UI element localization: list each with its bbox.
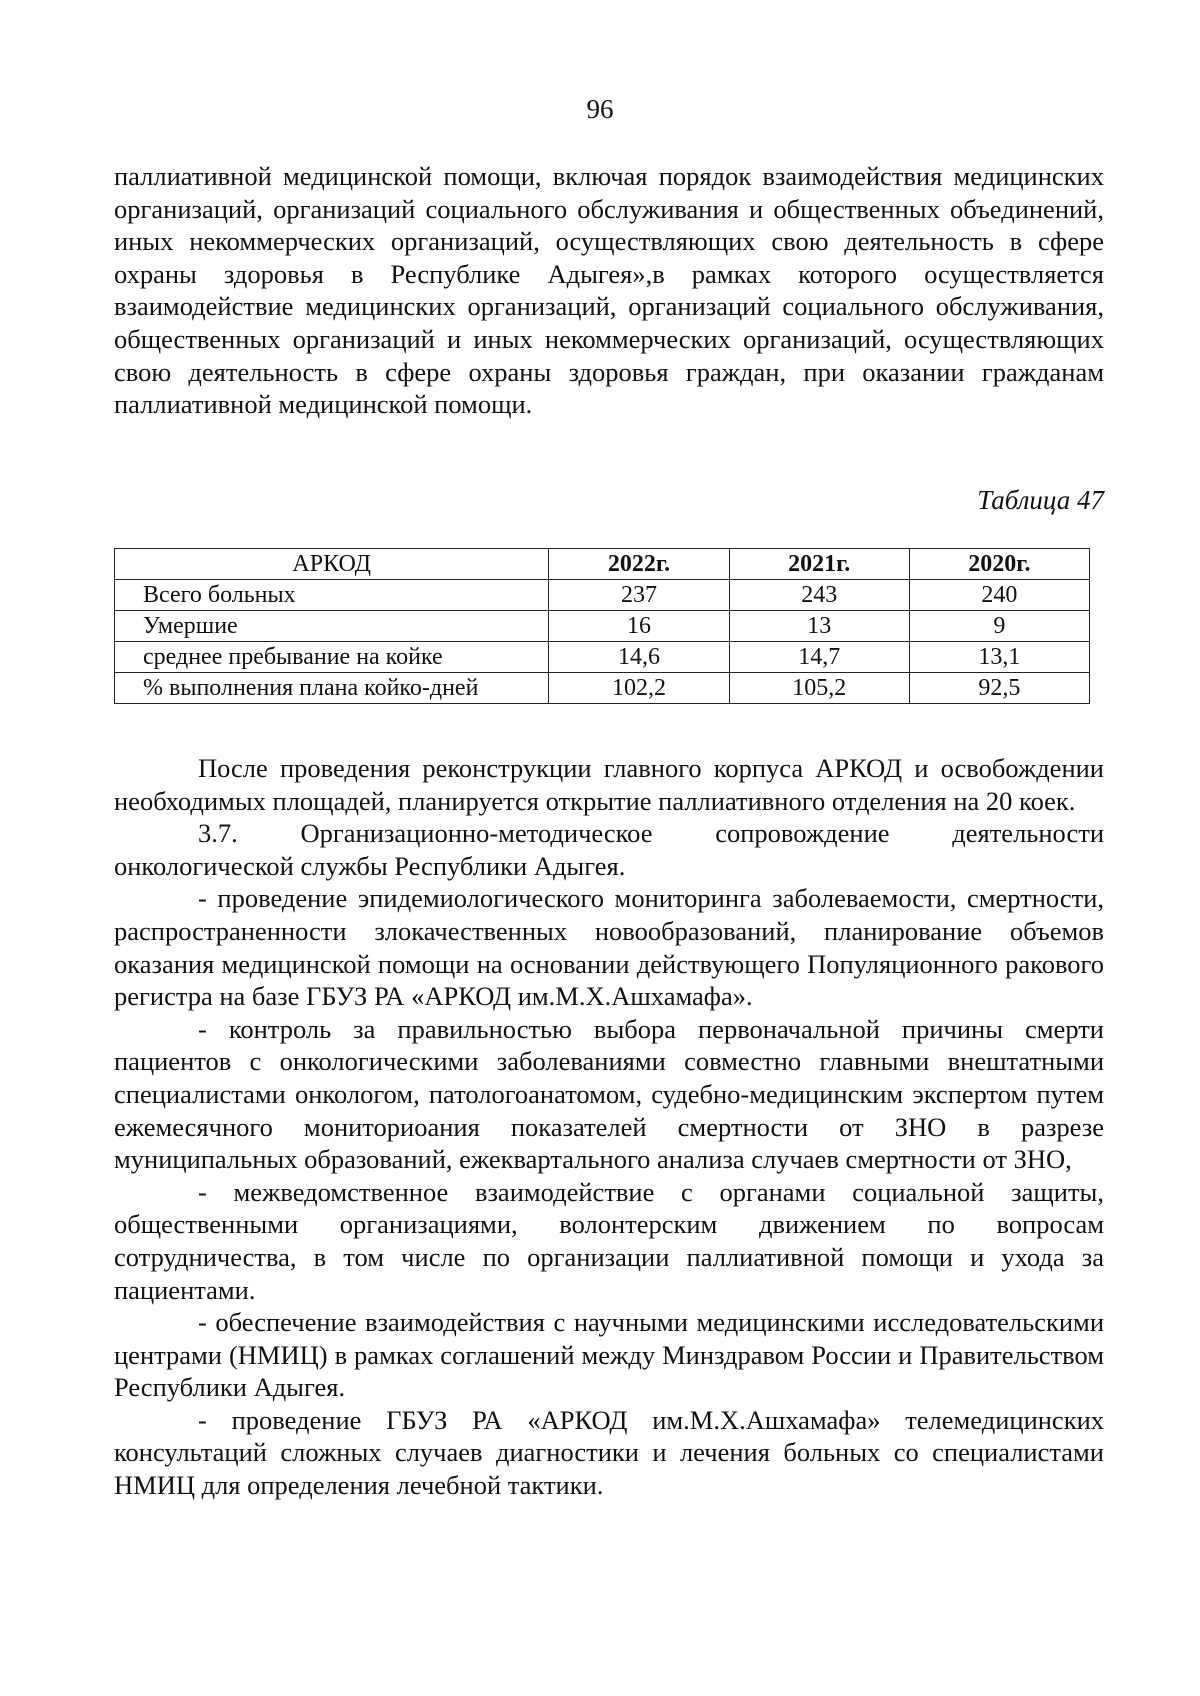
table-row bbox=[115, 580, 1090, 611]
intro-paragraph: паллиативной медицинской помощи, включая порядок взаимодействия медицинских организаций, организаций социального обслуживания и общественных объединений, иных некоммерческих организаций, осуществляющих свою деятельность в сфере охраны здоровья в Республике Адыгея»,в рамках которого осуществляется взаимодействие медицинских организаций, организаций социального обслуживания, общественных организаций и иных некоммерческих организаций, осуществляющих свою деятельность в сфере охраны здоровья граждан, при оказании гражданам паллиативной медицинской помощи. bbox=[114, 161, 1104, 420]
row-label: Всего больных bbox=[115, 580, 549, 611]
list-item-interagency-cooperation: - межведомственное взаимодействие с органами социальной защиты, общественными организациями, волонтерским движением по вопросам сотрудничества, в том числе по организации паллиативной помощи и ухода за пациентами. bbox=[114, 1176, 1104, 1305]
section-heading-3-7: 3.7. Организационно-методическое сопровождение деятельности онкологической службы Республики Адыгея. bbox=[114, 818, 1104, 881]
header-cell-2020: 2020г. bbox=[909, 549, 1089, 580]
cell-value-2022: 14,6 bbox=[549, 642, 729, 673]
paragraph-reconstruction: После проведения реконструкции главного корпуса АРКОД и освобождении необходимых площадей, планируется открытие паллиативного отделения на 20 коек. bbox=[114, 753, 1104, 816]
cell-value-2022: 237 bbox=[549, 580, 729, 611]
table-row bbox=[115, 673, 1090, 704]
header-cell-2022: 2022г. bbox=[549, 549, 729, 580]
cell-value-2022: 102,2 bbox=[549, 673, 729, 704]
row-label: Умершие bbox=[115, 611, 549, 642]
list-item-nmic-cooperation: - обеспечение взаимодействия с научными медицинскими исследовательскими центрами (НМИЦ) в рамках соглашений между Минздравом России и Правительством Республики Адыгея. bbox=[114, 1307, 1104, 1403]
intro-section bbox=[114, 160, 1104, 421]
cell-value-2020: 9 bbox=[909, 611, 1089, 642]
table-row bbox=[115, 642, 1090, 673]
row-label: среднее пребывание на койке bbox=[115, 642, 549, 673]
body-section bbox=[114, 752, 1104, 1502]
header-cell-2021: 2021г. bbox=[729, 549, 909, 580]
table-header-row bbox=[115, 549, 1090, 580]
cell-value-2020: 240 bbox=[909, 580, 1089, 611]
row-label: % выполнения плана койко-дней bbox=[115, 673, 549, 704]
cell-value-2021: 243 bbox=[729, 580, 909, 611]
cell-value-2020: 13,1 bbox=[909, 642, 1089, 673]
cell-value-2021: 14,7 bbox=[729, 642, 909, 673]
header-cell-organization: АРКОД bbox=[115, 549, 549, 580]
list-item-epidemiological-monitoring: - проведение эпидемиологического мониторинга заболеваемости, смертности, распространенности злокачественных новообразований, планирование объемов оказания медицинской помощи на основании действующего Популяционного ракового регистра на базе ГБУЗ РА «АРКОД им.М.Х.Ашхамафа». bbox=[114, 883, 1104, 1012]
table-caption: Таблица 47 bbox=[977, 485, 1104, 515]
list-item-mortality-control: - контроль за правильностью выбора первоначальной причины смерти пациентов с онкологическими заболеваниями совместно главными внештатными специалистами онкологом, патологоанатомом, судебно-медицинским экспертом путем ежемесячного мониториоания показателей смертности от ЗНО в разрезе муниципальных образований, ежеквартального анализа случаев смертности от ЗНО, bbox=[114, 1013, 1104, 1175]
cell-value-2021: 105,2 bbox=[729, 673, 909, 704]
cell-value-2021: 13 bbox=[729, 611, 909, 642]
cell-value-2022: 16 bbox=[549, 611, 729, 642]
cell-value-2020: 92,5 bbox=[909, 673, 1089, 704]
page-number: 96 bbox=[586, 94, 614, 124]
list-item-telemedicine: - проведение ГБУЗ РА «АРКОД им.М.Х.Ашхамафа» телемедицинских консультаций сложных случаев диагностики и лечения больных со специалистами НМИЦ для определения лечебной тактики. bbox=[114, 1404, 1104, 1501]
arkod-statistics-table bbox=[114, 548, 1090, 704]
table-row bbox=[115, 611, 1090, 642]
